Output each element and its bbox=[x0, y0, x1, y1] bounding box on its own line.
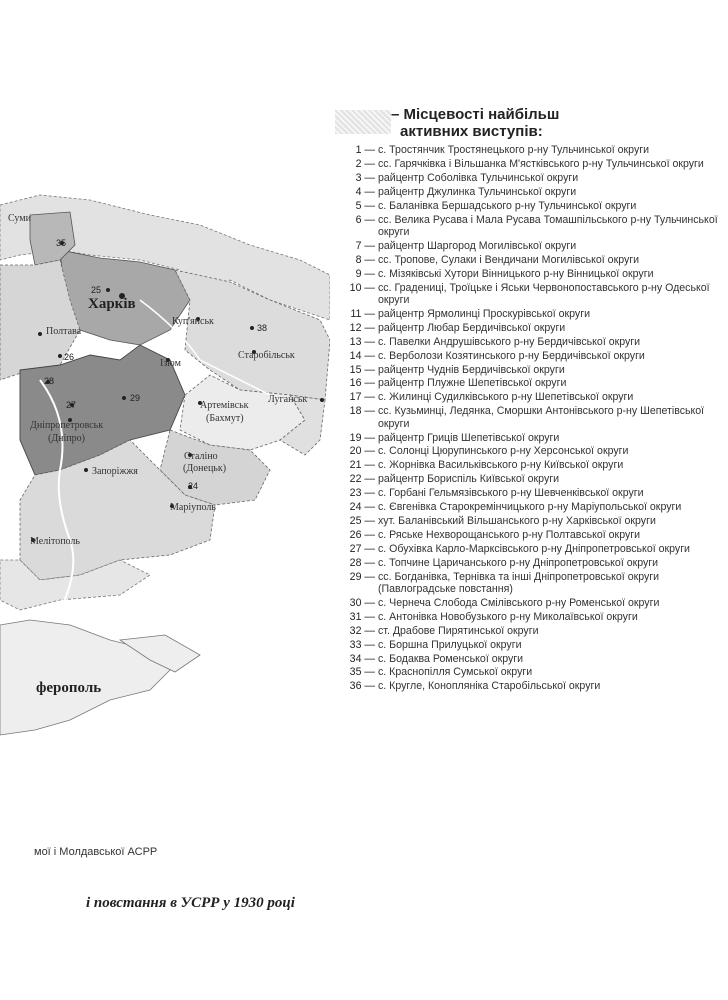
legend-item-text: с. Топчине Царичанського р-ну Дніпропетровської округи bbox=[378, 556, 659, 569]
legend-item-number: 8 — bbox=[355, 253, 375, 266]
legend-item-text: с. Верболози Козятинського р-ну Бердичівської округи bbox=[378, 349, 645, 362]
city-label-stalino: Сталіно bbox=[184, 451, 218, 462]
legend-item-text: райцентр Джулинка Тульчинської округи bbox=[378, 185, 577, 198]
legend-title-line2: активних виступів: bbox=[400, 123, 543, 140]
legend-item-text: райцентр Плужне Шепетівської округи bbox=[378, 377, 567, 390]
city-label-poltava: Полтава bbox=[46, 326, 82, 337]
legend-item-number: 21 — bbox=[349, 459, 375, 472]
marker-27: 27 bbox=[66, 400, 77, 410]
marker-dot-38 bbox=[250, 326, 254, 330]
legend-item-text: с. Жорнівка Васильківського р-ну Київської округи bbox=[378, 459, 624, 472]
legend-item-text: с. Обухівка Карло-Марксівського р-ну Дніпропетровської округи bbox=[378, 542, 690, 555]
city-label-dnipropetrovsk: Дніпропетровськ bbox=[30, 420, 104, 431]
map-legend bbox=[335, 106, 720, 694]
legend-item-text: с. Баланівка Бершадського р-ну Тульчинської округи bbox=[378, 199, 637, 212]
legend-item-text: сс. Кузьминці, Ледянка, Сморшки Антонівського р-ну Шепетівської округи bbox=[378, 405, 705, 430]
legend-item bbox=[335, 473, 720, 485]
legend-item-number: 35 — bbox=[349, 666, 375, 679]
legend-item bbox=[335, 625, 720, 637]
legend-item bbox=[335, 639, 720, 651]
map-caption: і повстання в УСРР у 1930 році bbox=[86, 895, 295, 911]
legend-item-text: с. Тростянчик Тростянецького р-ну Тульчинської округи bbox=[378, 144, 650, 156]
legend-title-line1: – Місцевості найбільш bbox=[391, 106, 560, 123]
city-label-melitopol: Мелітополь bbox=[30, 536, 80, 547]
legend-item-number: 25 — bbox=[349, 514, 375, 527]
legend-item-number: 11 — bbox=[350, 307, 375, 320]
legend-item bbox=[335, 254, 720, 266]
legend-item bbox=[335, 405, 720, 430]
legend-item-text: с. Солонці Цюрупинського р-ну Херсонської округи bbox=[378, 445, 629, 458]
city-dot-luhansk bbox=[320, 398, 324, 402]
legend-item bbox=[335, 336, 720, 348]
city-label-donetsk: (Донецьк) bbox=[183, 463, 227, 474]
legend-item-number: 20 — bbox=[349, 445, 375, 458]
legend-item-number: 12 — bbox=[349, 321, 375, 334]
legend-item bbox=[335, 377, 720, 389]
legend-item-number: 14 — bbox=[349, 349, 375, 362]
legend-item-number: 9 — bbox=[355, 267, 375, 280]
city-dot-poltava bbox=[38, 332, 42, 336]
legend-item bbox=[335, 571, 720, 596]
city-label-mariupol: Маріуполь bbox=[170, 502, 216, 513]
marker-35: 35 bbox=[56, 238, 67, 248]
legend-item bbox=[335, 501, 720, 513]
legend-item-text: сс. Богданівка, Тернівка та інші Дніпропетровської округи (Павлоградське повстання) bbox=[378, 570, 660, 595]
legend-item-number: 22 — bbox=[349, 473, 375, 486]
legend-item-number: 7 — bbox=[355, 239, 375, 252]
legend-item-number: 17 — bbox=[349, 391, 375, 404]
legend-item bbox=[335, 432, 720, 444]
legend-item bbox=[335, 172, 720, 184]
legend-item bbox=[335, 350, 720, 362]
legend-item-text: с. Горбані Гельмязівського р-ну Шевченківської округи bbox=[378, 487, 644, 500]
legend-item-number: 3 — bbox=[355, 171, 375, 184]
legend-item bbox=[335, 391, 720, 403]
legend-item-number: 2 — bbox=[355, 157, 375, 170]
legend-item-number: 29 — bbox=[349, 570, 375, 583]
legend-item-number: 28 — bbox=[349, 556, 375, 569]
city-dot-zaporizhzhia bbox=[84, 468, 88, 472]
legend-item-text: сс. Тропове, Сулаки і Вендичани Могилівської округи bbox=[378, 253, 640, 266]
marker-dot-25 bbox=[106, 288, 110, 292]
legend-item bbox=[335, 611, 720, 623]
city-label-artemivsk: Артемівськ bbox=[200, 400, 249, 411]
legend-item-text: райцентр Шаргород Могилівської округи bbox=[378, 239, 577, 252]
legend-item bbox=[335, 487, 720, 499]
legend-item bbox=[335, 459, 720, 471]
legend-item-text: с. Боршна Прилуцької округи bbox=[378, 638, 522, 651]
city-label-zaporizhzhia: Запоріжжя bbox=[92, 466, 138, 477]
legend-item-text: с. Ряське Нехворощанського р-ну Полтавської округи bbox=[378, 528, 641, 541]
legend-item bbox=[335, 364, 720, 376]
legend-item-number: 10 — bbox=[349, 281, 375, 294]
legend-item-text: с. Мізяківські Хутори Вінницького р-ну Вінницької округи bbox=[378, 267, 654, 280]
legend-item-text: ст. Драбове Пирятинської округи bbox=[378, 624, 539, 637]
city-label-izium: Ізюм bbox=[160, 358, 181, 369]
legend-item bbox=[335, 445, 720, 457]
city-label-luhansk: Луганськ bbox=[268, 394, 308, 405]
marker-29: 29 bbox=[130, 393, 141, 403]
legend-item bbox=[335, 214, 720, 239]
legend-item-text: с. Жилинці Судилківського р-ну Шепетівської округи bbox=[378, 391, 634, 404]
legend-item-text: с. Антонівка Новобузького р-ну Миколаївської округи bbox=[378, 610, 638, 623]
legend-item-text: райцентр Гриців Шепетівської округи bbox=[378, 431, 560, 444]
legend-item-number: 23 — bbox=[349, 487, 375, 500]
legend-item-text: с. Євгенівка Старокремінчицького р-ну Маріупольської округи bbox=[378, 501, 682, 514]
marker-dot-29 bbox=[122, 396, 126, 400]
legend-item-number: 31 — bbox=[349, 610, 375, 623]
legend-item-number: 26 — bbox=[349, 528, 375, 541]
marker-25: 25 bbox=[91, 285, 102, 295]
legend-item bbox=[335, 144, 720, 156]
legend-item-number: 5 — bbox=[355, 199, 375, 212]
legend-item bbox=[335, 308, 720, 320]
legend-header bbox=[335, 106, 720, 140]
legend-swatch bbox=[335, 110, 391, 134]
legend-item-number: 32 — bbox=[349, 624, 375, 637]
legend-item bbox=[335, 322, 720, 334]
legend-item-number: 16 — bbox=[349, 377, 375, 390]
legend-item-number: 19 — bbox=[349, 431, 375, 444]
legend-item bbox=[335, 200, 720, 212]
legend-items bbox=[335, 144, 720, 693]
city-label-simferopol: ферополь bbox=[36, 680, 102, 696]
legend-item-text: с. Бодаква Роменської округи bbox=[378, 652, 524, 665]
city-label-sumy: Суми bbox=[8, 213, 31, 224]
legend-item-text: с. Павелки Андрушівського р-ну Бердичівської округи bbox=[378, 335, 641, 348]
legend-item-number: 33 — bbox=[349, 638, 375, 651]
legend-item-text: сс. Гарячківка і Вільшанка М'ястківського р-ну Тульчинської округи bbox=[378, 157, 704, 170]
legend-item-text: с. Кругле, Конопляніка Старобільської округи bbox=[378, 680, 601, 693]
marker-28: 28 bbox=[44, 376, 55, 386]
legend-item-text: хут. Баланівський Вільшанського р-ну Харківської округи bbox=[378, 514, 656, 527]
legend-item-number: 18 — bbox=[349, 405, 375, 418]
legend-item bbox=[335, 557, 720, 569]
legend-item-number: 24 — bbox=[349, 501, 375, 514]
city-label-bakhmut: (Бахмут) bbox=[206, 413, 244, 424]
legend-item-text: райцентр Бориспіль Київської округи bbox=[378, 473, 560, 486]
marker-26: 26 bbox=[64, 352, 75, 362]
legend-item bbox=[335, 597, 720, 609]
legend-item-text: сс. Велика Русава і Мала Русава Томашпільського р-ну Тульчинської округи bbox=[378, 213, 718, 238]
legend-item-text: райцентр Чуднів Бердичівської округи bbox=[378, 363, 565, 376]
legend-item-number: 36 — bbox=[349, 680, 375, 693]
legend-item bbox=[335, 529, 720, 541]
legend-item bbox=[335, 268, 720, 280]
legend-item bbox=[335, 186, 720, 198]
legend-item bbox=[335, 653, 720, 665]
legend-item-number: 1 — bbox=[355, 144, 375, 156]
legend-item-text: райцентр Любар Бердичівської округи bbox=[378, 321, 566, 334]
legend-item-number: 4 — bbox=[355, 185, 375, 198]
legend-item bbox=[335, 282, 720, 307]
legend-item bbox=[335, 666, 720, 678]
legend-item-text: сс. Градениці, Троїцьке і Яськи Червонопоставського р-ну Одеської округи bbox=[378, 281, 710, 306]
legend-item-number: 34 — bbox=[349, 652, 375, 665]
caption-small: мої і Молдавської АСРР bbox=[34, 846, 158, 858]
legend-item-text: райцентр Ярмолинці Проскурівської округи bbox=[378, 307, 590, 320]
marker-38: 38 bbox=[257, 323, 268, 333]
map bbox=[0, 0, 330, 900]
legend-item-text: райцентр Соболівка Тульчинської округи bbox=[378, 171, 579, 184]
legend-item-text: с. Чернеча Слобода Смілівського р-ну Роменської округи bbox=[378, 596, 660, 609]
legend-item bbox=[335, 515, 720, 527]
legend-item bbox=[335, 240, 720, 252]
legend-item-number: 6 — bbox=[355, 213, 375, 226]
marker-24: 24 bbox=[188, 481, 199, 491]
legend-item-number: 27 — bbox=[349, 542, 375, 555]
city-label-kharkiv: Харків bbox=[88, 296, 136, 312]
legend-item bbox=[335, 543, 720, 555]
legend-item-text: с. Краснопілля Сумської округи bbox=[378, 666, 533, 679]
legend-item-number: 30 — bbox=[349, 596, 375, 609]
legend-item bbox=[335, 680, 720, 692]
legend-item bbox=[335, 158, 720, 170]
city-label-starobilsk: Старобільськ bbox=[238, 350, 295, 361]
city-label-dnipro: (Дніпро) bbox=[48, 433, 85, 444]
legend-title bbox=[391, 106, 559, 140]
city-label-kupiansk: Куп'янськ bbox=[172, 316, 214, 327]
legend-item-number: 13 — bbox=[349, 335, 375, 348]
legend-item-number: 15 — bbox=[349, 363, 375, 376]
marker-dot-26 bbox=[58, 354, 62, 358]
